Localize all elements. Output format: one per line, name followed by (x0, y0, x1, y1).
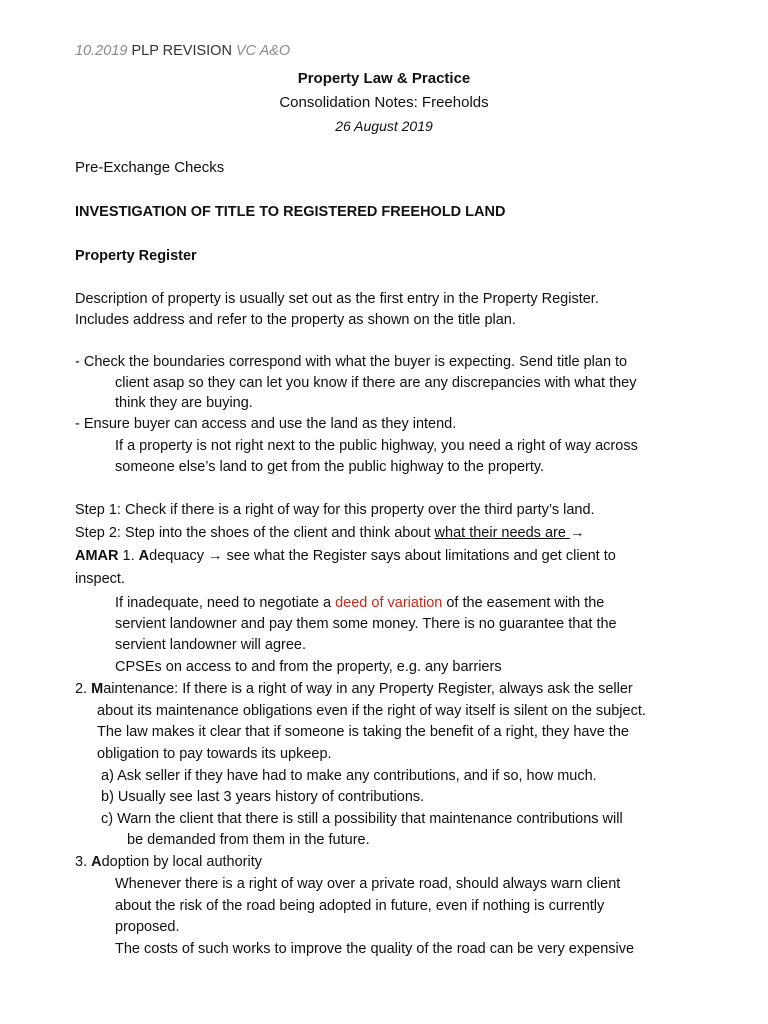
main-heading: INVESTIGATION OF TITLE TO REGISTERED FREEHOLD LAND (75, 204, 506, 220)
header-author: VC A&O (235, 43, 291, 59)
sub-item-a: a) Ask seller if they have had to make any contributions, and if so, how much. (101, 768, 597, 784)
item-initial: M (91, 681, 104, 697)
sub-heading: Property Register (75, 248, 197, 264)
item-3-line: proposed. (115, 919, 180, 935)
document-title: Property Law & Practice (297, 70, 471, 87)
step-2 (75, 523, 584, 543)
inadequate-text: If inadequate, need to negotiate a (115, 595, 336, 611)
intro-line: Includes address and refer to the property as shown on the title plan. (75, 312, 516, 328)
amar-item-3 (75, 852, 262, 872)
item-text: doption by local authority (101, 854, 263, 870)
check-line: someone else’s land to get from the public highway to the property. (115, 459, 545, 475)
document-header (75, 41, 290, 61)
item-text: aintenance: If there is a right of way in any Property Register, always ask the seller (103, 681, 633, 697)
item-2-line: obligation to pay towards its upkeep. (97, 746, 332, 762)
header-module: PLP REVISION (131, 43, 232, 59)
sub-item-b: b) Usually see last 3 years history of contributions. (101, 789, 425, 805)
item-number: 3. (75, 854, 92, 870)
check-line: - Ensure buyer can access and use the land as they intend. (75, 416, 457, 432)
amar-item-2 (75, 679, 633, 699)
item-text: dequacy → see what the Register says about limitations and get client to (149, 548, 616, 564)
inadequate-text-end: of the easement with the (442, 595, 605, 611)
document-date: 26 August 2019 (335, 118, 433, 134)
check-line: If a property is not right next to the public highway, you need a right of way across (115, 438, 638, 454)
step-1: Step 1: Check if there is a right of way for this property over the third party’s land. (75, 502, 595, 518)
section-title: Pre-Exchange Checks (75, 159, 225, 176)
item-3-line: Whenever there is a right of way over a private road, should always warn client (115, 876, 621, 892)
item-number: 1. (118, 548, 139, 564)
amar-item-1-cont: inspect. (75, 571, 125, 587)
inadequate-line: servient landowner will agree. (115, 637, 307, 653)
item-number: 2. (75, 681, 92, 697)
check-line: think they are buying. (115, 395, 253, 411)
sub-item-c: c) Warn the client that there is still a possibility that maintenance contributions will (101, 811, 623, 827)
check-line: client asap so they can let you know if there are any discrepancies with what they (115, 375, 637, 391)
step-2-underlined: what their needs are (434, 525, 570, 541)
document-subtitle: Consolidation Notes: Freeholds (279, 94, 489, 111)
item-2-line: about its maintenance obligations even if the right of way itself is silent on the subject. (97, 703, 646, 719)
amar-label: AMAR (75, 548, 119, 564)
item-2-line: The law makes it clear that if someone is taking the benefit of a right, they have the (97, 724, 629, 740)
intro-line: Description of property is usually set out as the first entry in the Property Register. (75, 291, 599, 307)
cpse-line: CPSEs on access to and from the property, e.g. any barriers (115, 659, 502, 675)
deed-of-variation-highlight: deed of variation (335, 595, 443, 611)
header-date-code: 10.2019 (75, 43, 128, 59)
check-line: - Check the boundaries correspond with what the buyer is expecting. Send title plan to (75, 354, 628, 370)
inadequate-line: servient landowner and pay them some money. There is no guarantee that the (115, 616, 617, 632)
item-initial: A (91, 854, 102, 870)
inadequate-line (115, 593, 604, 613)
step-2-text: Step 2: Step into the shoes of the client and think about (75, 525, 435, 541)
arrow-glyph: → (569, 525, 585, 541)
sub-item-c-cont: be demanded from them in the future. (127, 832, 370, 848)
item-3-line: The costs of such works to improve the quality of the road can be very expensive (115, 941, 635, 957)
item-3-line: about the risk of the road being adopted in future, even if nothing is currently (115, 898, 605, 914)
item-initial: A (138, 548, 150, 564)
amar-item-1 (75, 546, 616, 566)
